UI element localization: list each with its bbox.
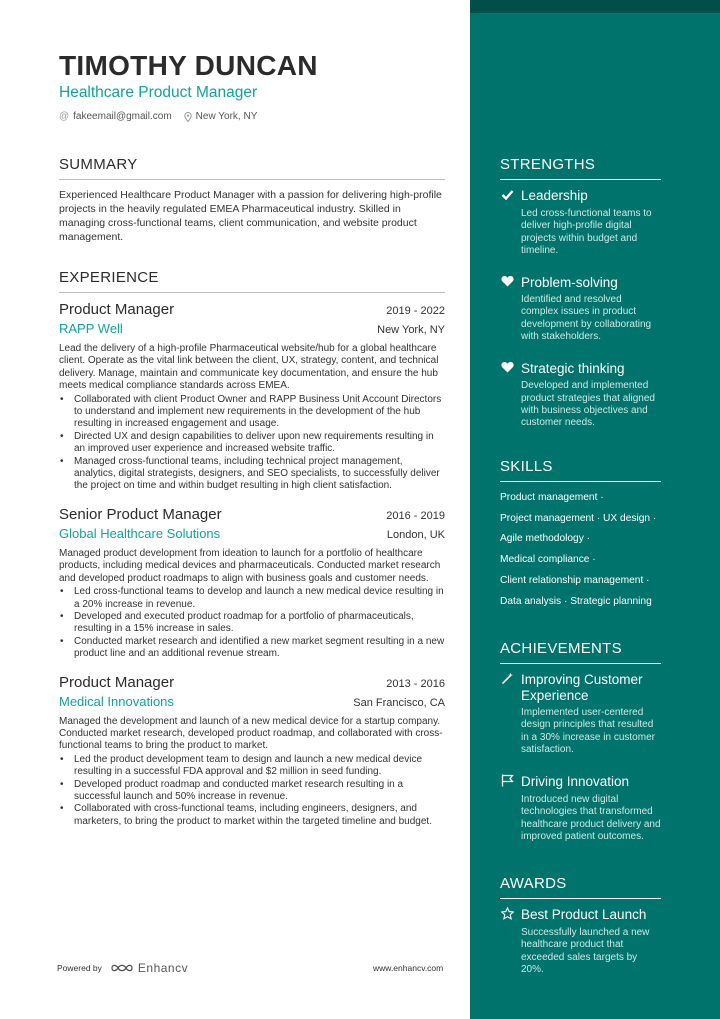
- awards-section: [500, 875, 661, 976]
- contact-info: [59, 111, 257, 122]
- summary-section: [59, 156, 445, 244]
- email-contact[interactable]: [59, 111, 172, 122]
- skill-line: Medical compliance ·: [500, 554, 596, 566]
- magic-wand-icon: [500, 672, 514, 689]
- job-bullet: • Developed product roadmap and conducted market research resulting in a successful launch and 50% increase in revenue.: [59, 779, 445, 804]
- job-bullets: [59, 394, 445, 493]
- job-title: Product Manager: [59, 301, 175, 318]
- strength-item: [500, 188, 661, 257]
- star-icon: [500, 907, 514, 924]
- award-item: [500, 907, 661, 976]
- job-bullet: • Managed cross-functional teams, including technical project management, analytics, digital strategists, designers, and SEO specialists, to successfully deliver the project on time and within budget resulting in high client satisfaction.: [59, 456, 445, 493]
- strength-description: Developed and implemented product strategies that aligned with business objectives and customer needs.: [521, 380, 655, 429]
- skill-line: Project management · UX design ·: [500, 512, 657, 524]
- job-dates: 2013 - 2016: [386, 677, 445, 690]
- job-bullets: [59, 586, 445, 660]
- check-icon: [500, 188, 514, 205]
- heart-icon: [500, 361, 514, 377]
- job-entry: [59, 301, 445, 493]
- achievement-title: Driving Innovation: [521, 774, 630, 790]
- job-company: Global Healthcare Solutions: [59, 525, 221, 541]
- strength-description: Led cross-functional teams to deliver high-profile digital projects within budget and timeline.: [521, 208, 652, 256]
- job-bullet: • Developed and executed product roadmap for a portfolio of pharmaceuticals, resulting in a 15% increase in sales.: [59, 611, 445, 636]
- skills-heading: SKILLS: [500, 458, 661, 482]
- strength-title: Leadership: [521, 188, 588, 203]
- awards-heading: AWARDS: [500, 875, 661, 899]
- achievement-description: Implemented user-centered design principles that resulted in a 30% increase in customer satisfaction.: [521, 707, 655, 755]
- strengths-heading: STRENGTHS: [500, 156, 661, 180]
- summary-text: Experienced Healthcare Product Manager with a passion for delivering high-profile projects in the heavily regulated EMEA Pharmaceutical industry. Skilled in managing cross-functional teams, client communication, and website product management.: [59, 189, 442, 243]
- award-description: Successfully launched a new healthcare product that exceeded sales targets by 20%.: [521, 927, 650, 975]
- job-bullet: • Led the product development team to design and launch a new medical device resulting in a successful FDA approval and $2 million in seed funding.: [59, 754, 445, 779]
- achievement-description: Introduced new digital technologies that transformed healthcare product delivery and improved patient outcomes.: [521, 794, 661, 843]
- job-bullet: • Collaborated with cross-functional teams, including engineers, designers, and marketers, to bring the product to market within the targeted timeline and budget.: [59, 803, 445, 828]
- location-pin-icon: [184, 112, 192, 122]
- powered-by: [57, 961, 188, 975]
- strength-description: Identified and resolved complex issues in product development by collaborating with stakeholders.: [521, 294, 652, 343]
- job-bullet: • Directed UX and design capabilities to deliver upon new requirements resulting in an improved user experience and increased website traffic.: [59, 431, 445, 456]
- skills-list: [500, 488, 661, 612]
- location-text: New York, NY: [195, 111, 258, 122]
- candidate-name: TIMOTHY DUNCAN: [59, 50, 318, 81]
- job-bullets: [59, 754, 445, 828]
- job-dates: 2016 - 2019: [386, 509, 445, 522]
- achievements-heading: ACHIEVEMENTS: [500, 640, 661, 664]
- job-location: San Francisco, CA: [353, 696, 445, 709]
- strength-item: [500, 275, 661, 343]
- strength-title: Strategic thinking: [521, 361, 625, 377]
- sidebar: [470, 0, 720, 1019]
- job-company: Medical Innovations: [59, 693, 174, 709]
- website-link[interactable]: www.enhancv.com: [373, 963, 444, 973]
- strength-title: Problem-solving: [521, 275, 618, 291]
- job-bullet: • Conducted market research and identified a new market segment resulting in a new product line and an additional revenue stream.: [59, 636, 445, 661]
- skill-line: Data analysis · Strategic planning: [500, 595, 652, 607]
- flag-icon: [500, 774, 514, 791]
- job-title: Senior Product Manager: [59, 505, 222, 523]
- achievement-item: [500, 774, 661, 843]
- job-entry: [59, 674, 445, 829]
- experience-section: [59, 269, 445, 828]
- skill-line: Client relationship management ·: [500, 574, 650, 586]
- job-description: Managed the development and launch of a new medical device for a startup company. Conducted market research, developed product roadmap, and collaborated with cross-functional teams to bring the product to market.: [59, 715, 443, 752]
- skill-line: Agile methodology ·: [500, 533, 591, 545]
- job-location: New York, NY: [377, 324, 445, 336]
- achievement-title: Improving Customer Experience: [521, 672, 643, 703]
- experience-heading: EXPERIENCE: [59, 269, 445, 293]
- job-entry: [59, 506, 445, 661]
- job-bullet: • Collaborated with client Product Owner and RAPP Business Unit Account Directors to understand and implement new requirements in the development of the hub resulting in increased engagement and usage.: [59, 394, 445, 431]
- achievement-item: [500, 672, 661, 756]
- job-description: Lead the delivery of a high-profile Pharmaceutical website/hub for a global healthcare client. Operate as the vital link between the client, UX, strategy, content, and technical delivery. Manage, maintain and communicate key documentation, and ensure the hub meets medical compliance standards across EMEA.: [59, 343, 439, 392]
- location-contact: [184, 111, 258, 122]
- email-text: fakeemail@gmail.com: [73, 111, 172, 122]
- job-company: RAPP Well: [59, 321, 123, 336]
- job-title: Product Manager: [59, 673, 175, 691]
- powered-by-label: Powered by: [57, 963, 102, 973]
- at-icon: @: [59, 111, 70, 122]
- job-dates: 2019 - 2022: [386, 305, 445, 317]
- strengths-section: [500, 156, 661, 430]
- enhancv-logo[interactable]: [110, 961, 188, 975]
- enhancv-brand: Enhancv: [137, 961, 189, 975]
- job-description: Managed product development from ideation to launch for a portfolio of healthcare products, including medical devices and pharmaceuticals. Conducted market research and developed product roadmaps to align with business goals and customer needs.: [59, 547, 441, 584]
- achievements-section: [500, 640, 661, 843]
- strength-item: [500, 361, 661, 429]
- sidebar-top-bar: [470, 0, 720, 13]
- heart-icon: [500, 275, 514, 291]
- job-location: London, UK: [386, 528, 445, 541]
- enhancv-logo-icon: [110, 962, 134, 974]
- summary-heading: SUMMARY: [59, 156, 445, 180]
- award-title: Best Product Launch: [521, 907, 647, 922]
- skill-line: Product management ·: [500, 492, 604, 503]
- skills-section: [500, 458, 661, 612]
- job-bullet: • Led cross-functional teams to develop and launch a new medical device resulting in a 20% increase in revenue.: [59, 586, 445, 611]
- candidate-role: Healthcare Product Manager: [59, 84, 258, 101]
